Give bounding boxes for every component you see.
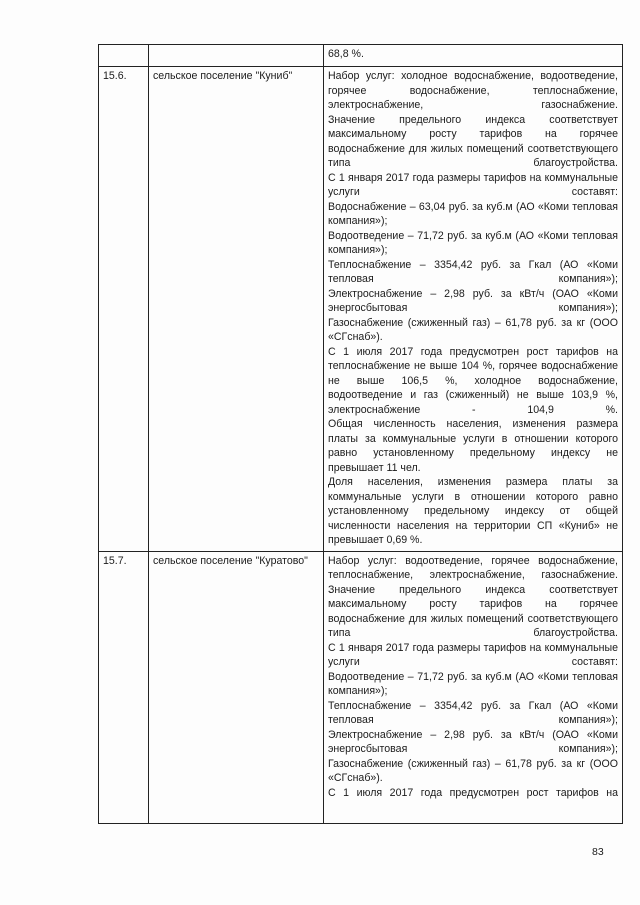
paragraph: Общая численность населения, изменения размера платы за коммунальные услуги в отношении которого равно установленному предельному индексу не превышает 11 чел. (328, 418, 618, 474)
paragraph: Водоснабжение – 63,04 руб. за куб.м (АО «Коми тепловая компания»); (328, 200, 618, 227)
paragraph: Электроснабжение – 2,98 руб. за кВт/ч (ОАО «Коми энергосбытовая компания»); (328, 728, 618, 755)
tariff-table (98, 44, 623, 824)
paragraph: Газоснабжение (сжиженный газ) – 61,78 руб. за кг (ООО «СГснаб»). (328, 316, 618, 343)
paragraph: С 1 июля 2017 года предусмотрен рост тарифов на (328, 786, 618, 799)
paragraph: Газоснабжение (сжиженный газ) – 61,78 руб. за кг (ООО «СГснаб»). (328, 757, 618, 784)
paragraph: Доля населения, изменения размера платы за коммунальные услуги в отношении которого равно установленному предельному индексу от общей численности населения на территории СП «Куниб» не превышает 0,69 %. (328, 476, 618, 546)
paragraph: С 1 января 2017 года размеры тарифов на коммунальные услуги составят: (328, 641, 618, 668)
paragraph: 68,8 %. (328, 48, 364, 60)
cell-description (324, 45, 623, 67)
table-row (99, 67, 623, 552)
cell-num (99, 45, 149, 67)
cell-description (324, 67, 623, 552)
cell-place (149, 45, 324, 67)
paragraph: Водоотведение – 71,72 руб. за куб.м (АО «Коми тепловая компания»); (328, 670, 618, 697)
paragraph: С 1 июля 2017 года предусмотрен рост тарифов на теплоснабжение не выше 104 %, горячее водоснабжение не выше 106,5 %, холодное водоснабжение, водоотведение и газ (сжиженный) не выше 103,9 %, электроснабжение - 104,9 %. (328, 345, 618, 416)
settlement-name: сельское поселение "Куратово" (149, 551, 324, 823)
row-number: 15.6. (99, 67, 149, 552)
paragraph: Электроснабжение – 2,98 руб. за кВт/ч (ОАО «Коми энергосбытовая компания»); (328, 287, 618, 314)
paragraph: Набор услуг: холодное водоснабжение, водоотведение, горячее водоснабжение, теплоснабжение, электроснабжение, газоснабжение. (328, 70, 618, 111)
table-row (99, 45, 623, 67)
page-number: 83 (592, 846, 604, 858)
paragraph: С 1 января 2017 года размеры тарифов на коммунальные услуги составят: (328, 171, 618, 198)
paragraph: Теплоснабжение – 3354,42 руб. за Гкал (АО «Коми тепловая компания»); (328, 699, 618, 726)
paragraph: Водоотведение – 71,72 руб. за куб.м (АО «Коми тепловая компания»); (328, 229, 618, 256)
settlement-name: сельское поселение "Куниб" (149, 67, 324, 552)
row-number: 15.7. (99, 551, 149, 823)
paragraph: Теплоснабжение – 3354,42 руб. за Гкал (АО «Коми тепловая компания»); (328, 258, 618, 285)
paragraph: Значение предельного индекса соответствует максимальному росту тарифов на горячее водоснабжение для жилых помещений соответствующего типа благоустройства. (328, 113, 618, 169)
paragraph: Набор услуг: водоотведение, горячее водоснабжение, теплоснабжение, электроснабжение, газоснабжение. (328, 554, 618, 581)
paragraph: Значение предельного индекса соответствует максимальному росту тарифов на горячее водоснабжение для жилых помещений соответствующего типа благоустройства. (328, 583, 618, 639)
table-row (99, 551, 623, 823)
cell-description (324, 551, 623, 823)
